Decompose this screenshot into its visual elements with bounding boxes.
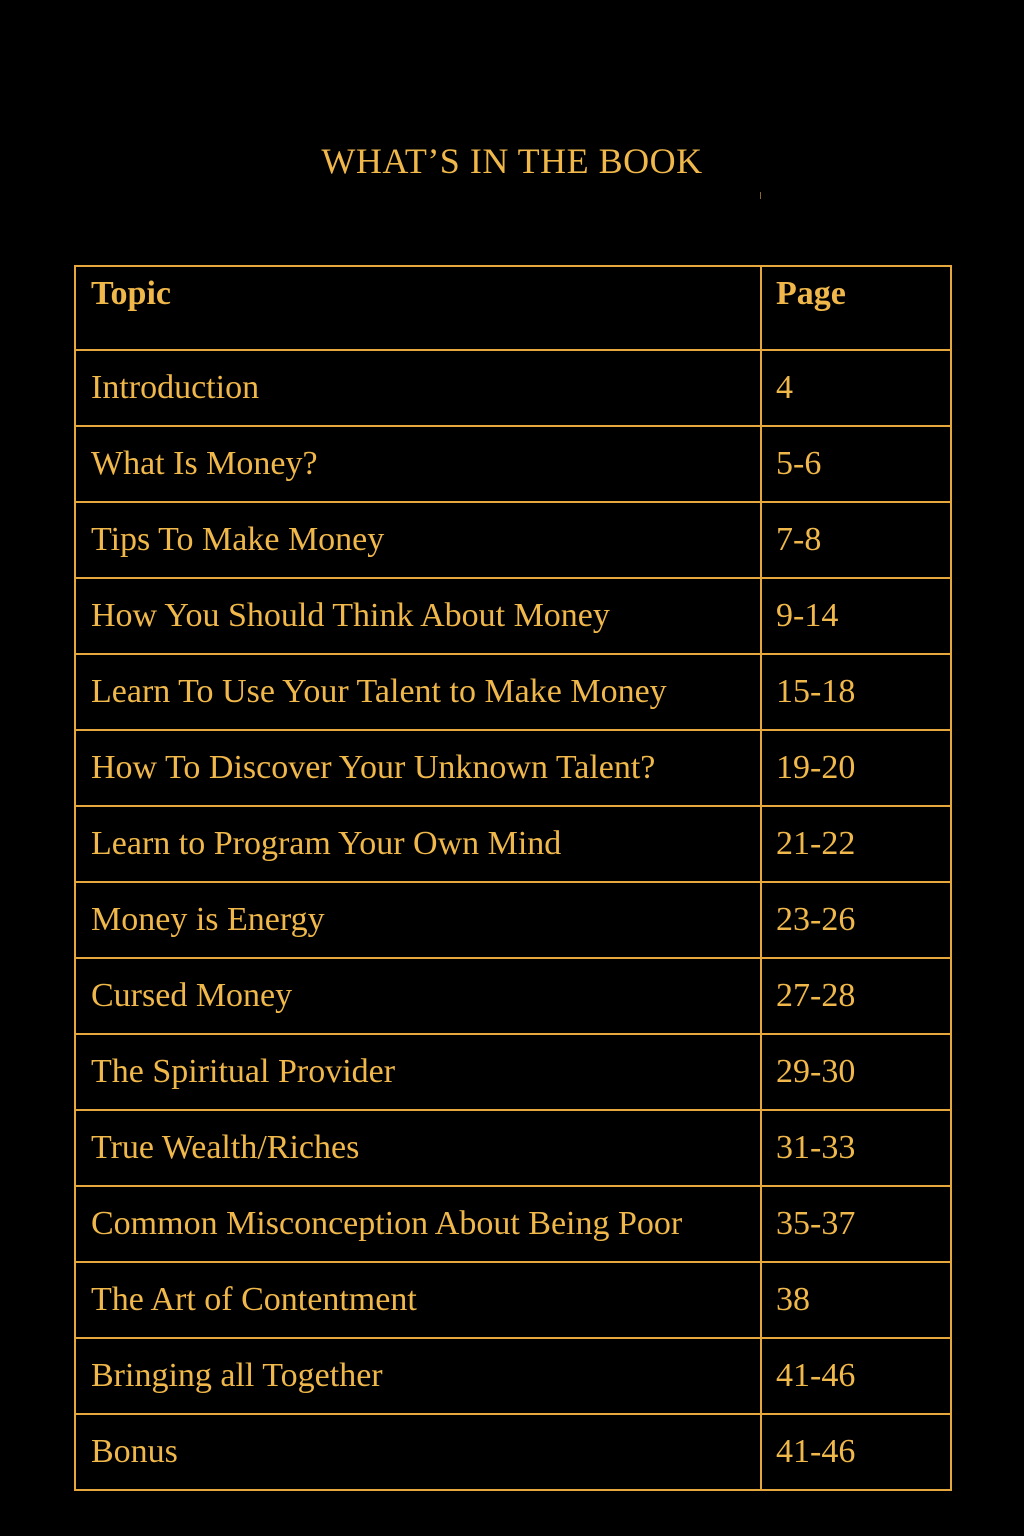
table-row bbox=[75, 502, 951, 578]
topic-cell: Bonus bbox=[75, 1414, 761, 1490]
table-row bbox=[75, 730, 951, 806]
page-cell: 15-18 bbox=[761, 654, 951, 730]
stray-mark bbox=[760, 192, 761, 199]
page-cell: 41-46 bbox=[761, 1414, 951, 1490]
topic-cell: Learn to Program Your Own Mind bbox=[75, 806, 761, 882]
table-row bbox=[75, 1262, 951, 1338]
topic-cell: Learn To Use Your Talent to Make Money bbox=[75, 654, 761, 730]
table-row bbox=[75, 578, 951, 654]
page-title: WHAT’S IN THE BOOK bbox=[321, 141, 703, 181]
topic-cell: Bringing all Together bbox=[75, 1338, 761, 1414]
page-cell: 35-37 bbox=[761, 1186, 951, 1262]
table-row bbox=[75, 426, 951, 502]
table-row bbox=[75, 882, 951, 958]
topic-cell: Cursed Money bbox=[75, 958, 761, 1034]
table-of-contents bbox=[74, 265, 952, 1491]
table-row bbox=[75, 1110, 951, 1186]
page-cell: 27-28 bbox=[761, 958, 951, 1034]
page-cell: 23-26 bbox=[761, 882, 951, 958]
topic-cell: True Wealth/Riches bbox=[75, 1110, 761, 1186]
table-row bbox=[75, 654, 951, 730]
topic-cell: What Is Money? bbox=[75, 426, 761, 502]
topic-cell: The Art of Contentment bbox=[75, 1262, 761, 1338]
table-row bbox=[75, 958, 951, 1034]
topic-cell: Common Misconception About Being Poor bbox=[75, 1186, 761, 1262]
topic-cell: Money is Energy bbox=[75, 882, 761, 958]
topic-cell: How To Discover Your Unknown Talent? bbox=[75, 730, 761, 806]
page-cell: 21-22 bbox=[761, 806, 951, 882]
header-page: Page bbox=[761, 266, 951, 350]
page-cell: 5-6 bbox=[761, 426, 951, 502]
topic-cell: Introduction bbox=[75, 350, 761, 426]
topic-cell: How You Should Think About Money bbox=[75, 578, 761, 654]
header-topic: Topic bbox=[75, 266, 761, 350]
page-cell: 19-20 bbox=[761, 730, 951, 806]
page-cell: 31-33 bbox=[761, 1110, 951, 1186]
table-row bbox=[75, 1186, 951, 1262]
page-cell: 38 bbox=[761, 1262, 951, 1338]
page-cell: 41-46 bbox=[761, 1338, 951, 1414]
page-cell: 4 bbox=[761, 350, 951, 426]
table-row bbox=[75, 1034, 951, 1110]
table-row bbox=[75, 1338, 951, 1414]
table-row bbox=[75, 350, 951, 426]
table-row bbox=[75, 1414, 951, 1490]
page-cell: 7-8 bbox=[761, 502, 951, 578]
page-cell: 9-14 bbox=[761, 578, 951, 654]
table-row bbox=[75, 806, 951, 882]
topic-cell: Tips To Make Money bbox=[75, 502, 761, 578]
table-header-row bbox=[75, 266, 951, 350]
page-cell: 29-30 bbox=[761, 1034, 951, 1110]
topic-cell: The Spiritual Provider bbox=[75, 1034, 761, 1110]
